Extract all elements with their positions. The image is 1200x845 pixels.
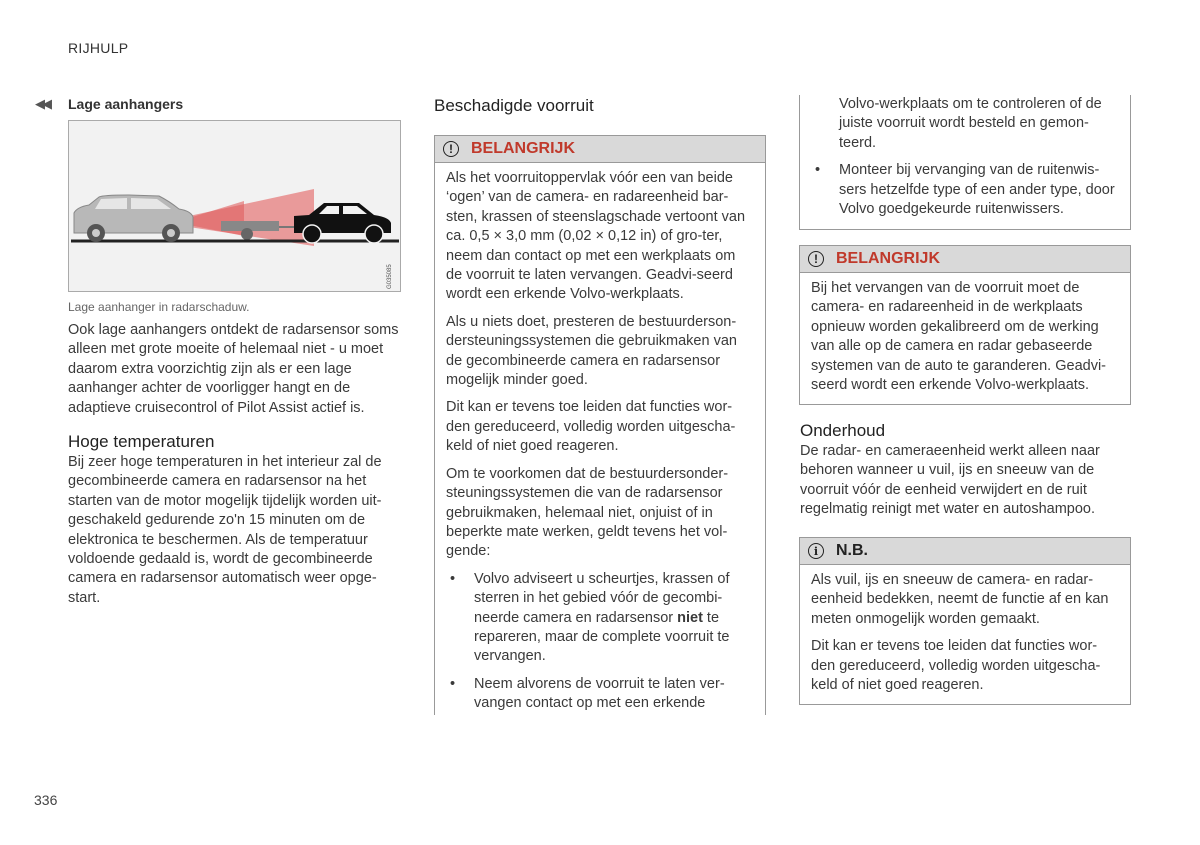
notice-body xyxy=(800,565,1130,695)
paragraph-maintenance: De radar- en cameraeenheid werkt alleen naar behoren wanneer u vuil, ijs en sneeuw van de voorruit vóór de eenheid verwijdert en de ruit regelmatig reinigt met water en autoshampoo. xyxy=(800,443,1100,518)
notice-title: BELANGRIJK xyxy=(471,140,576,157)
illustration-low-trailer-radar-shadow xyxy=(68,120,401,292)
important-notice-box-calibration xyxy=(799,245,1131,405)
list-item-continued: Volvo-werkplaats om te controleren of de juiste voorruit wordt besteld en gemon-teerd. xyxy=(839,96,1102,151)
note-title: N.B. xyxy=(836,542,868,559)
note-paragraph: Dit kan er tevens toe leiden dat functies wor-den gereduceerd, volledig worden uitgescha-keld of niet goed reageren. xyxy=(811,638,1101,694)
radar-shadow-illustration xyxy=(69,121,400,291)
note-paragraph: Als vuil, ijs en sneeuw de camera- en radar-eenheid bedekken, neemt de functie af en kan meten onmogelijk worden gemaakt. xyxy=(811,572,1109,627)
exclamation-circle-icon: ! xyxy=(443,141,459,157)
paragraph-high-temperatures: Bij zeer hoge temperaturen in het interieur zal de gecombineerde camera en radarsensor na het starten van de motor mogelijk tijdelijk worden uit-geschakeld gedurende zo'n 15 minuten om de elektronica te beschermen. Als de temperatuur voldoende gedaald is, wordt de gecombineerde camera en radarsensor automatisch weer opge-start. xyxy=(68,454,382,606)
important-notice-box xyxy=(434,135,766,715)
notice-paragraph: Om te voorkomen dat de bestuurdersonder-steuningssystemen die van de radarsensor gebruikmaken, helemaal niet, onjuist of in beperkte mate werken, geldt tevens het vol-gende: xyxy=(446,465,729,560)
notice-body xyxy=(435,163,765,714)
notice-title: BELANGRIJK xyxy=(836,250,941,267)
notice-header xyxy=(800,538,1130,565)
exclamation-circle-icon: ! xyxy=(808,251,824,267)
section-heading-damaged-windscreen: Beschadigde voorruit xyxy=(434,96,594,115)
notice-body xyxy=(800,273,1130,395)
notice-paragraph: Als het voorruitoppervlak vóór een van beide ‘ogen’ van de camera- en radareenheid bar-sten, krassen of steenslagschade vertoont van ca. 0,5 × 3,0 mm (0,02 × 0,12 in) of gro-ter, neem dan contact op met een werkplaats om de voorruit te laten vervangen. Geadvi-seerd wordt een erkende Volvo-werkplaats. xyxy=(446,170,746,303)
info-circle-icon: i xyxy=(808,543,824,559)
section-heading-high-temperatures: Hoge temperaturen xyxy=(68,432,215,451)
figure-caption: Lage aanhanger in radarschaduw. xyxy=(68,300,250,314)
double-left-arrow-icon[interactable]: ◀◀ xyxy=(35,96,49,111)
note-box xyxy=(799,537,1131,705)
list-item: • Monteer bij vervanging van de ruitenwis-sers hetzelfde type of een ander type, door Volvo goedgekeurde ruitenwissers. xyxy=(815,162,1115,218)
notice-paragraph: Dit kan er tevens toe leiden dat functies wor-den gereduceerd, volledig worden uitgescha-keld of niet goed reageren. xyxy=(446,399,736,455)
list-item: • Neem alvorens de voorruit te laten ver-vangen contact op met een erkende xyxy=(450,675,725,712)
paragraph-low-trailers: Ook lage aanhangers ontdekt de radarsensor soms alleen met grote moeite of helemaal niet - u moet daarom extra voorzichtig zijn als er een lage aanhanger achter de voorligger hangt en de adaptieve cruisecontrol of Pilot Assist actief is. xyxy=(68,322,399,416)
list-item: • Volvo adviseert u scheurtjes, krassen of sterren in het gebied vóór de gecombi-neerde camera en radarsensor niet te repareren, maar de complete voorruit te vervangen. xyxy=(450,570,730,665)
chapter-title: RIJHULP xyxy=(68,40,129,56)
notice-paragraph: Als u niets doet, presteren de bestuurderson-dersteuningssystemen die gebruikmaken van de gecombineerde camera en radarsensor mogelijk minder goed. xyxy=(446,313,737,389)
page-number: 336 xyxy=(34,792,58,808)
notice-body xyxy=(800,95,1130,219)
figure-code: G035085 xyxy=(387,264,393,289)
notice-header xyxy=(435,136,765,163)
section-heading-maintenance: Onderhoud xyxy=(800,421,886,440)
notice-paragraph: Bij het vervangen van de voorruit moet de camera- en radareenheid in de werkplaats opnieuw worden gekalibreerd om de werking van alle op de camera en radar gebaseerde systemen van de auto te garanderen. Geadvi-seerd wordt een erkende Volvo-werkplaats. xyxy=(811,280,1107,394)
notice-header xyxy=(800,246,1130,273)
important-notice-box-continued xyxy=(799,95,1131,230)
section-subheading: Lage aanhangers xyxy=(68,96,184,112)
